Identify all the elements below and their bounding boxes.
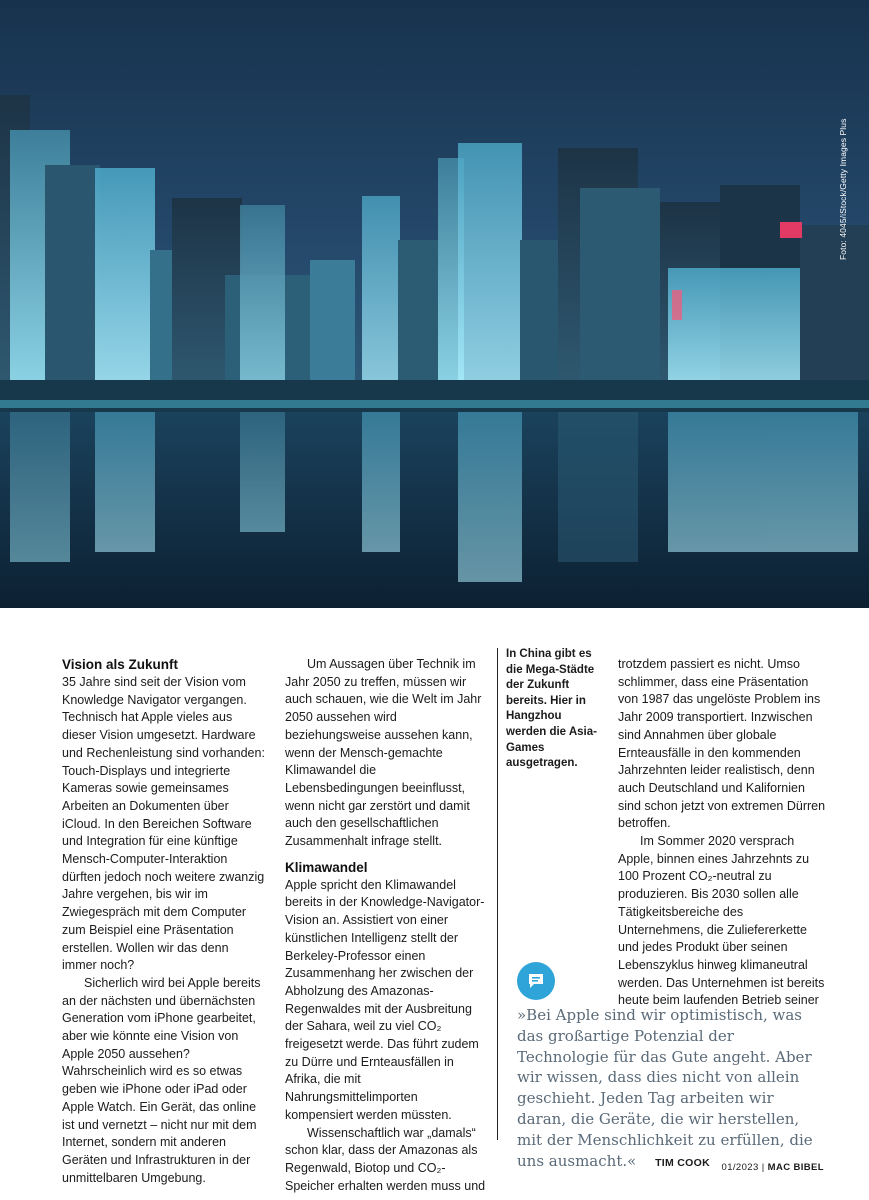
page-footer (722, 1162, 824, 1173)
paragraph: trotzdem passiert es nicht. Umso schlimmer, dass eine Präsentation von 1987 das ungelöste Problem ins Jahr 2009 transportiert. Inzwischen sind Annahmen über globale Ernteausfälle in den kommenden Jahrzehnten leider realistisch, denn auch Deutschland und Kalifornien sind schon jetzt von extremen Dürren betroffen. (618, 657, 826, 831)
photo-credit: Foto: 4045/iStock/Getty Images Plus (838, 118, 848, 260)
paragraph: Wissenschaftlich war „damals“ schon klar, dass der Amazonas als Regenwald, Biotop und CO₂-Speicher erhalten werden muss und (285, 1125, 486, 1193)
photo-caption: In China gibt es die Mega-Städte der Zukunft bereits. Hier in Hangzhou werden die Asia-Games ausgetragen. (506, 648, 597, 770)
paragraph: Apple spricht den Klimawandel bereits in der Knowledge-Navigator-Vision an. Assistiert von einer künstlichen Intelligenz stellt der Berkeley-Professor einen Zusammenhang her zwischen der Abholzung des Amazonas-Regenwaldes mit der Ausbreitung der Sahara, weil zu viel CO₂ freigesetzt werde. Das führt zudem zu Dürre und Ernteausfällen in Afrika, die mit Nahrungsmittelimporten kompensiert werden müssten. (285, 877, 485, 1122)
column-1 (62, 656, 266, 1187)
speech-bubble-icon (517, 962, 555, 1000)
column-4 (618, 656, 828, 1010)
quote-author: TIM COOK (655, 1156, 710, 1169)
issue-number: 01/2023 (721, 1162, 759, 1173)
footer-separator: | (761, 1162, 765, 1173)
magazine-brand: MAC BIBEL (767, 1162, 824, 1173)
paragraph: Im Sommer 2020 versprach Apple, binnen eines Jahrzehnts zu 100 Prozent CO₂-neutral zu produzieren. Bis 2030 sollen alle Tätigkeitsbereiche des Unternehmens, die Zuliefererkette und jedes Produkt über seinen Lebenszyklus hinweg klimaneutral werden. Das Unternehmen ist bereits heute beim laufenden Betrieb seiner (618, 834, 825, 1008)
paragraph: 35 Jahre sind seit der Vision vom Knowledge Navigator vergangen. Technisch hat Apple vieles aus dieser Vision umgesetzt. Hardware und Rechenleistung sind vorhanden: Touch-Displays und integrierte Kameras sowie gemeinsames Arbeiten an Dokumenten über iCloud. In den Bereichen Software und Integration für eine künftige Mensch-Computer-Interaktion dürften jedoch noch weitere zwanzig Jahre vergehen, bis wir im Zwiegespräch mit dem Computer zum Beispiel eine Präsentation erstellen. Wollen wir das denn immer noch? (62, 675, 265, 973)
paragraph: Um Aussagen über Technik im Jahr 2050 zu treffen, müssen wir auch schauen, wie die Welt im Jahr 2050 aussehen wird beziehungsweise aussehen kann, wenn der Mensch-gemachte Klimawandel die Lebensbedingungen beeinflusst, wenn nicht gar zerstört und damit auch den gesellschaftlichen Zusammenhalt infrage stellt. (285, 657, 482, 849)
quote-text: »Bei Apple sind wir optimistisch, was das großartige Potenzial der Technologie für das Gute angeht. Aber wir wissen, dass dies nicht von allein geschieht. Jeden Tag arbeiten wir daran, die Geräte, die wir herstellen, mit der Menschlichkeit zu erfüllen, die uns ausmacht.« (517, 1006, 813, 1170)
caption-divider (497, 648, 498, 1140)
pull-quote (517, 1005, 827, 1173)
paragraph: Sicherlich wird bei Apple bereits an der nächsten und übernächsten Generation vom iPhone gearbeitet, aber wie könnte eine Vision von Apple 2050 aussehen? Wahrscheinlich wird es so etwas geben wie iPhone oder iPad oder Apple Watch. Ein Gerät, das online ist und vernetzt – nicht nur mit dem Internet, sondern mit anderen Geräten und Infrastrukturen in der unmittelbaren Umgebung. (62, 975, 261, 1185)
column-2 (285, 656, 489, 1195)
section-heading-klimawandel: Klimawandel (285, 859, 368, 875)
section-heading-vision: Vision als Zukunft (62, 657, 179, 672)
